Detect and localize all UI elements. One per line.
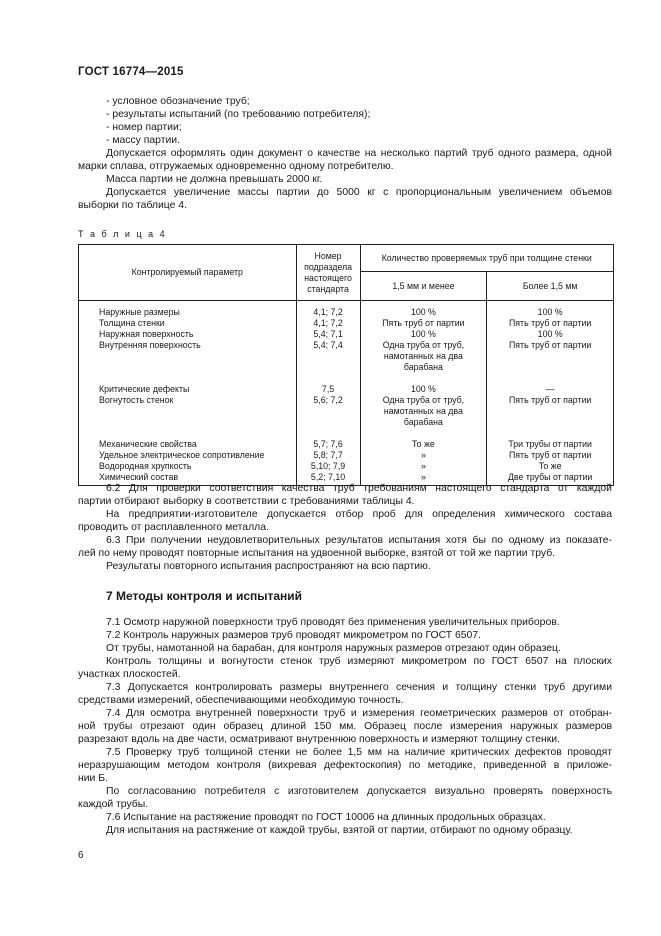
paragraph-line: средствами измерений, обеспечивающими необходимую точность.: [78, 695, 404, 706]
header-section: [296, 245, 360, 301]
list-item: - номер партии;: [106, 122, 182, 133]
after-table-block: [78, 482, 612, 573]
table-row: Удельное электрическое сопротивление 5,8; 7,7 » Пять труб от партии: [79, 450, 614, 461]
table-row: Толщина стенки 4,1; 7,2 Пять труб от партии Пять труб от партии: [79, 318, 614, 329]
header-section-line: подраздела: [304, 261, 352, 272]
table-row: Наружная поверхность 5,4; 7,1 100 % 100 %: [79, 329, 614, 340]
paragraph-line: На предприятии-изготовителе допускается отбор проб для определения химического состава: [106, 509, 612, 520]
paragraph-line: партии отбирают выборку в соответствии с требованиями таблицы 4.: [78, 496, 415, 507]
paragraph-line: Допускается оформлять один документ о качестве на несколько партий труб одного размера, одной: [106, 148, 612, 159]
cell-line: барабана: [403, 362, 443, 372]
list-item: - массу партии.: [106, 135, 180, 146]
paragraph-line: Контроль толщины и вогнутости стенок труб измеряют микрометром по ГОСТ 6507 на плоских: [106, 656, 612, 667]
paragraph-line: 7.3 Допускается контролировать размеры внутреннего сечения и толщину стенки труб другими: [106, 682, 612, 693]
table-4: [78, 244, 614, 486]
section-title: 7 Методы контроля и испытаний: [106, 589, 303, 603]
paragraph-line: 6.3 При получении неудовлетворительных результатов испытания хотя бы по одному из показате-: [106, 535, 612, 546]
table-row: Водородная хрупкость 5,10; 7,9 » То же: [79, 461, 614, 472]
paragraph-line: каждой трубы.: [78, 799, 149, 810]
paragraph-line: По согласованию потребителя с изготовителем допускается визуально проверять поверхность: [106, 786, 612, 797]
header-section-line: настоящего: [304, 272, 352, 283]
table-spacer: [79, 373, 614, 384]
table-spacer: [79, 428, 614, 439]
paragraph-line: ной трубы отрезают один образец длиной 150 мм. Образец после измерения наружных размеров: [78, 721, 612, 732]
document-header: ГОСТ 16774—2015: [78, 66, 184, 78]
paragraph-line: Допускается увеличение массы партии до 5000 кг с пропорциональным увеличением объемов: [106, 187, 612, 198]
paragraph-line: 7.5 Проверку труб толщиной стенки не более 1,5 мм на наличие критических дефектов проводят: [106, 747, 612, 758]
paragraph: От трубы, намотанной на барабан, для контроля наружных размеров отрезают один образец.: [106, 643, 561, 654]
header-section-line: Номер: [314, 250, 342, 261]
list-item: - результаты испытаний (по требованию потребителя);: [106, 109, 371, 120]
cell-line: Одна труба от труб,: [382, 395, 465, 405]
header-section-line: стандарта: [307, 283, 349, 294]
paragraph-line: участках плоскостей.: [78, 669, 181, 680]
paragraph-line: разрезают вдоль на две части, осматривают внутреннюю поверхность и измеряют толщину стенки.: [78, 734, 560, 745]
paragraph: Для испытания на растяжение от каждой трубы, взятой от партии, отбирают по одному образцу.: [106, 825, 573, 836]
paragraph-line: проводить от расплавленного металла.: [78, 522, 269, 533]
list-item: - условное обозначение труб;: [106, 96, 250, 107]
paragraph: 7.6 Испытание на растяжение проводят по ГОСТ 10006 на длинных продольных образцах.: [106, 812, 546, 823]
table-row: Внутренняя поверхность 5,4; 7,4 Одна труба от труб, намотанных на два барабана Пять труб от партии: [79, 340, 614, 373]
paragraph-line: марки сплава, отгружаемых одновременно одному потребителю.: [78, 161, 394, 172]
paragraph: 7.2 Контроль наружных размеров труб проводят микрометром по ГОСТ 6507.: [106, 630, 482, 641]
table-row: Вогнутость стенок 5,6; 7,2 Одна труба от труб, намотанных на два барабана Пять труб от партии: [79, 395, 614, 428]
paragraph-line: 6.2 Для проверки соответствия качества труб требованиям настоящего стандарта от каждой: [106, 483, 612, 494]
header-thin: 1,5 мм и менее: [360, 272, 487, 301]
table-row: Наружные размеры 4,1; 7,2 100 % 100 %: [79, 301, 614, 319]
section7-block: [78, 616, 612, 837]
header-param: Контролируемый параметр: [79, 245, 297, 301]
table-row: Химический состав 5,2; 7,10 » Две трубы от партии: [79, 472, 614, 486]
header-thick: Более 1,5 мм: [487, 272, 614, 301]
paragraph: Масса партии не должна превышать 2000 кг.: [106, 174, 323, 185]
cell-line: барабана: [403, 417, 443, 427]
paragraph-line: 7.4 Для осмотра внутренней поверхности труб и измерения геометрических размеров от отобран-: [106, 708, 612, 719]
intro-block: [78, 95, 612, 212]
cell-line: Одна труба от труб,: [382, 340, 465, 350]
table-row: Критические дефекты 7,5 100 % —: [79, 384, 614, 395]
paragraph-line: неразрушающим методом контроля (вихревая дефектоскопия) по методике, приведенной в приложе-: [78, 760, 612, 771]
paragraph-line: лей по нему проводят повторные испытания на удвоенной выборке, взятой от той же партии труб.: [78, 548, 556, 559]
paragraph-line: нии Б.: [78, 773, 108, 784]
paragraph: 7.1 Осмотр наружной поверхности труб проводят без применения увеличительных приборов.: [106, 617, 560, 628]
paragraph: Результаты повторного испытания распространяют на всю партию.: [106, 561, 431, 572]
cell-line: намотанных на два: [383, 406, 463, 416]
cell-line: намотанных на два: [383, 351, 463, 361]
page-number: 6: [78, 850, 84, 861]
header-count: Количество проверяемых труб при толщине стенки: [360, 245, 613, 272]
table-caption: Т а б л и ц а 4: [78, 229, 167, 239]
paragraph-line: выборки по таблице 4.: [78, 200, 187, 211]
table-row: Механические свойства 5,7; 7,6 То же Три трубы от партии: [79, 439, 614, 450]
